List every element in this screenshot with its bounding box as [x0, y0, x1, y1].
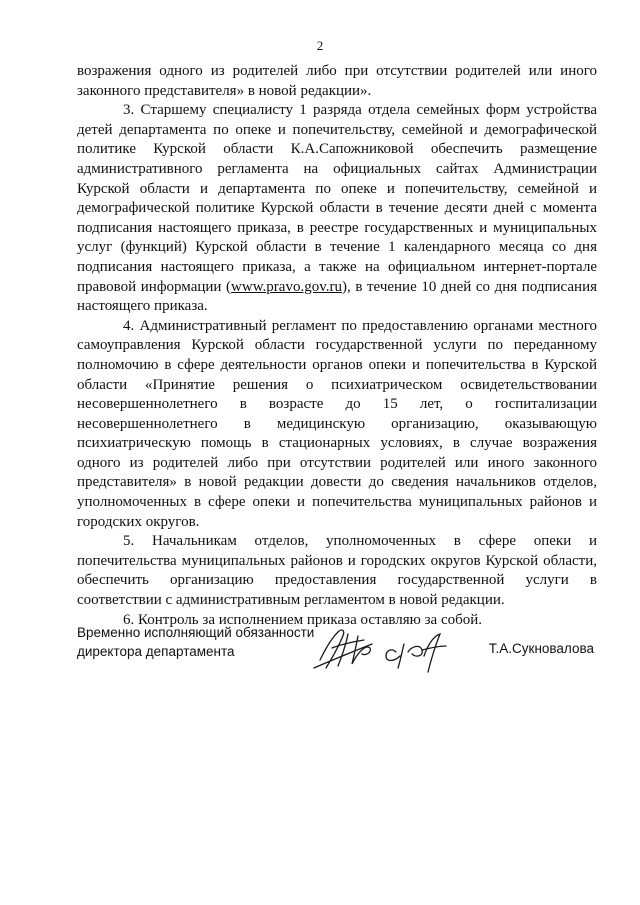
- signer-title-line1: Временно исполняющий обязанности: [77, 625, 315, 640]
- document-body: [77, 62, 597, 630]
- paragraph-3: [77, 101, 597, 317]
- paragraph-5: 5. Начальникам отделов, уполномоченных в сфере опеки и попечительства муниципальных районов и городских округов Курской области, обеспечить организацию предоставления государственной услуги в соответствии с административным регламентом в новой редакции.: [77, 533, 597, 609]
- pravo-link[interactable]: www.pravo.gov.ru: [231, 278, 342, 295]
- signer-name: Т.А.Сукновалова: [488, 641, 594, 656]
- paragraph-3-tail: ), в течение 10 дней со дня подписания настоящего приказа.: [77, 278, 597, 315]
- signer-title: [77, 623, 314, 661]
- handwritten-signature: [312, 622, 452, 676]
- paragraph-4: 4. Административный регламент по предоставлению органами местного самоуправления Курской области государственной услуги по переданному полномочию в сфере деятельности органов опеки и попечительства в Курской области «Принятие решения о психиатрическом освидетельствовании несовершеннолетнего в возрасте до 15 лет, о госпитализации несовершеннолетнего в медицинскую организацию, оказывающую психиатрическую помощь в стационарных условиях, в случае возражения одного из родителей либо при отсутствии родителей или иного законного представителя» в новой редакции довести до сведения начальников отделов, уполномоченных в сфере опеки и попечительства муниципальных районов и городских округов.: [77, 317, 597, 530]
- page-number: 2: [316, 38, 324, 53]
- paragraph-3-text: 3. Старшему специалисту 1 разряда отдела семейных форм устройства детей департамента по опеке и попечительству, семейной и демографической политике Курской области К.А.Сапожниковой обеспечить размещение административного регламента на официальных сайтах Администрации Курской области и департамента по опеке и попечительству, семейной и демографической политике Курской области в течение десяти дней с момента подписания настоящего приказа, в реестре государственных и муниципальных услуг (функций) Курской области в течение 1 календарного месяца со дня подписания настоящего приказа, а также на официальном интернет-портале правовой информации (: [77, 102, 597, 295]
- paragraph-continuation: возражения одного из родителей либо при отсутствии родителей или иного законного представителя» в новой редакции».: [77, 63, 597, 99]
- signer-title-line2: директора департамента: [77, 644, 235, 659]
- paragraph-6: 6. Контроль за исполнением приказа оставляю за собой.: [123, 611, 483, 628]
